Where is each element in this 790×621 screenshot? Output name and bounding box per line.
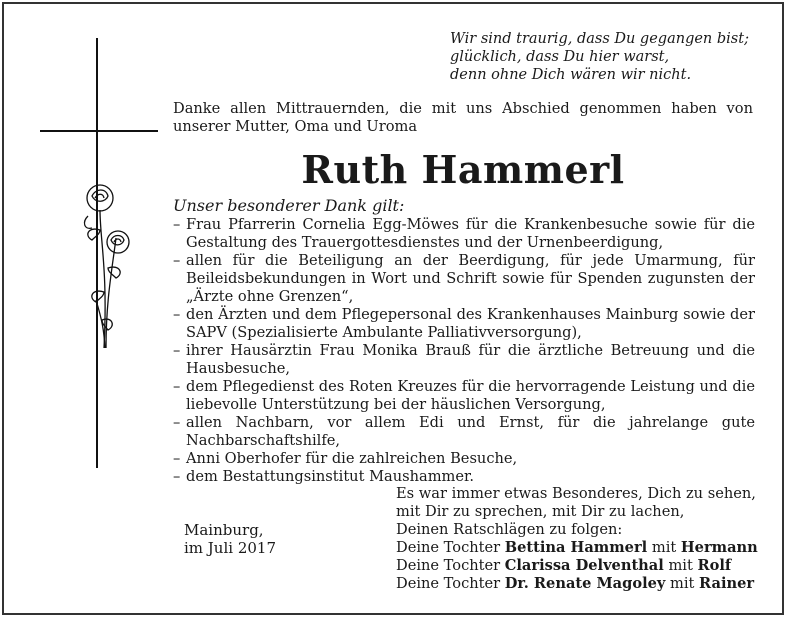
signer-mid: mit	[670, 575, 695, 592]
roses-icon	[78, 180, 148, 350]
signer-partner: Rainer	[699, 575, 755, 592]
list-item: – allen für die Beteiligung an der Beerdigung, für jede Umarmung, für Beileidsbekundungen in Wort und Schrift sowie für Spenden zugunsten der „Ärzte ohne Grenzen“,	[173, 252, 755, 306]
thanks-list	[173, 216, 755, 486]
signer-mid: mit	[668, 557, 693, 574]
list-item: – Anni Oberhofer für die zahlreichen Besuche,	[173, 450, 755, 468]
intro-text: Danke allen Mittrauernden, die mit uns Abschied genommen haben von unserer Mutter, Oma und Uroma	[173, 100, 753, 135]
signer-partner: Rolf	[697, 557, 732, 574]
closing-verse	[396, 485, 756, 593]
motto-line-2: glücklich, dass Du hier warst,	[450, 49, 670, 65]
list-item: – ihrer Hausärztin Frau Monika Brauß für die ärztliche Betreuung und die Hausbesuche,	[173, 342, 755, 378]
list-item: – allen Nachbarn, vor allem Edi und Ernst, für die jahrelange gute Nachbarschaftshilfe,	[173, 414, 755, 450]
signer-prefix: Deine Tochter	[396, 575, 501, 592]
list-item: – dem Bestattungsinstitut Maushammer.	[173, 468, 755, 486]
signer-line	[396, 557, 756, 575]
place-date: im Juli 2017	[184, 539, 276, 557]
motto-line-1: Wir sind traurig, dass Du gegangen bist;	[450, 31, 749, 47]
signer-line	[396, 539, 756, 557]
closing-line-1: Es war immer etwas Besonderes, Dich zu sehen,	[396, 485, 756, 502]
list-item: – Frau Pfarrerin Cornelia Egg-Möwes für die Krankenbesuche sowie für die Gestaltung des Trauergottesdienstes und der Urnenbeerdigung,	[173, 216, 755, 252]
signer-name: Bettina Hammerl	[504, 539, 648, 556]
thanks-title: Unser besonderer Dank gilt:	[173, 196, 405, 215]
closing-line-3: Deinen Ratschlägen zu folgen:	[396, 521, 623, 538]
signer-partner: Hermann	[680, 539, 758, 556]
deceased-name: Ruth Hammerl	[301, 147, 625, 192]
closing-line-2: mit Dir zu sprechen, mit Dir zu lachen,	[396, 503, 685, 520]
signer-name: Dr. Renate Magoley	[504, 575, 666, 592]
signer-mid: mit	[651, 539, 677, 556]
signer-prefix: Deine Tochter	[396, 539, 501, 556]
signer-prefix: Deine Tochter	[396, 557, 501, 574]
list-item: – den Ärzten und dem Pflegepersonal des Krankenhauses Mainburg sowie der SAPV (Spezialisierte Ambulante Palliativversorgung),	[173, 306, 755, 342]
place-city: Mainburg,	[184, 521, 264, 539]
motto-line-3: denn ohne Dich wären wir nicht.	[450, 67, 692, 83]
cross-horizontal-bar	[40, 130, 158, 132]
signer-line	[396, 575, 756, 593]
place-and-date	[184, 521, 276, 557]
signer-name: Clarissa Delventhal	[504, 557, 664, 574]
motto-verse	[450, 30, 770, 84]
list-item: – dem Pflegedienst des Roten Kreuzes für die hervorragende Leistung und die liebevolle Unterstützung bei der häuslichen Versorgung,	[173, 378, 755, 414]
